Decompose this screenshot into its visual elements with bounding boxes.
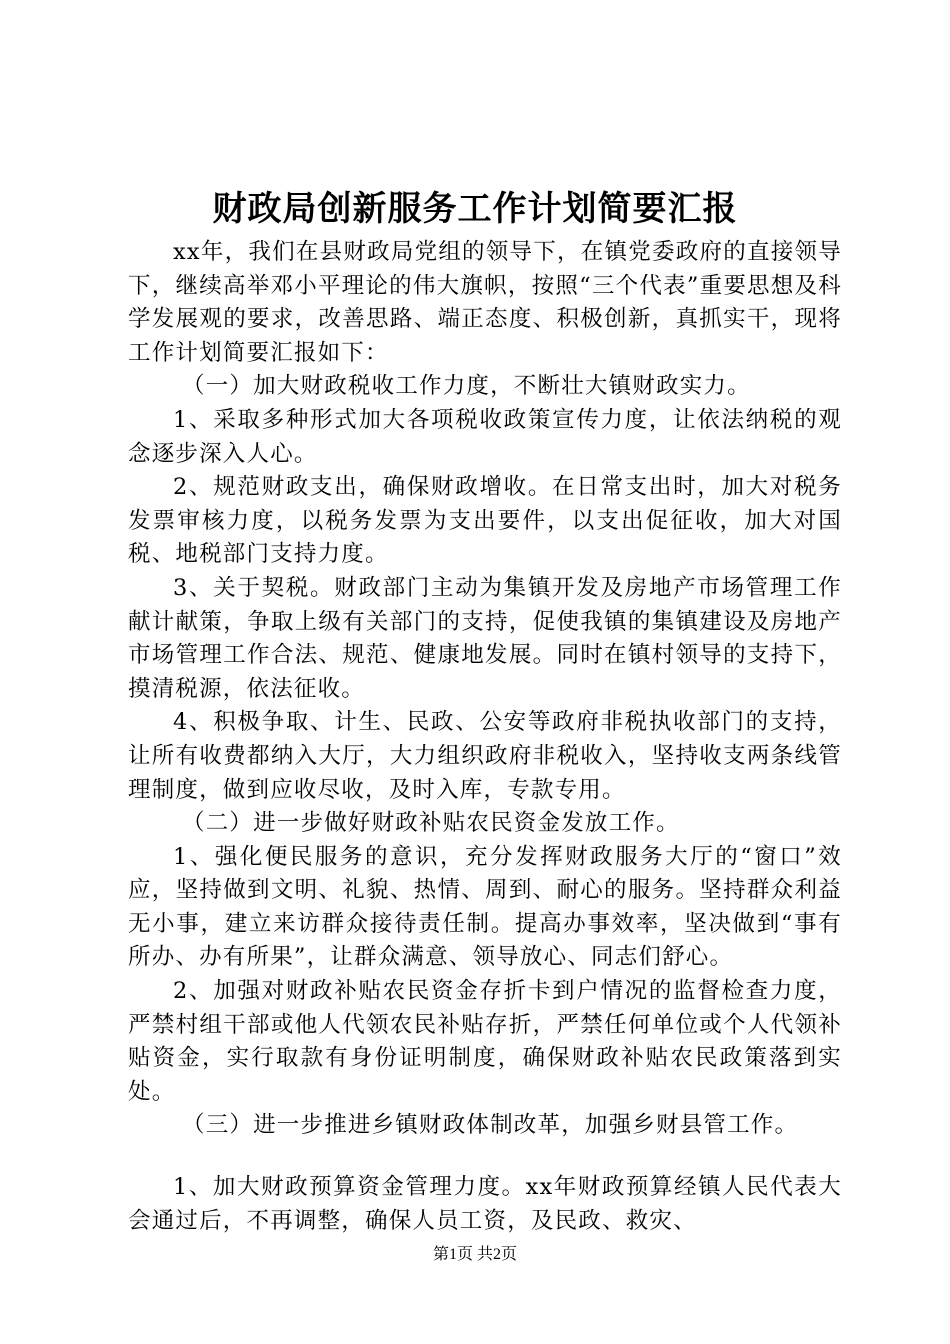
document-title: 财政局创新服务工作计划简要汇报 [212,189,738,229]
section-1-item-3: 3、关于契税。财政部门主动为集镇开发及房地产市场管理工作献计献策，争取上级有关部门的支持，促使我镇的集镇建设及房地产市场管理工作合法、规范、健康地发展。同时在镇村领导的支持下，摸清税源，依法征收。 [128,574,842,702]
section-1-item-2: 2、规范财政支出，确保财政增收。在日常支出时，加大对税务发票审核力度，以税务发票为支出要件，以支出促征收，加大对国税、地税部门支持力度。 [128,474,842,568]
document-body [128,236,842,1238]
section-heading-1: （一）加大财政税收工作力度，不断壮大镇财政实力。 [182,373,751,400]
section-2-item-1: 1、强化便民服务的意识，充分发挥财政服务大厅的“窗口”效应，坚持做到文明、礼貌、热情、周到、耐心的服务。坚持群众利益无小事，建立来访群众接待责任制。提高办事效率，坚决做到“事有所办、办有所果”，让群众满意、领导放心、同志们舒心。 [128,843,842,971]
section-3-item-1: 1、加大财政预算资金管理力度。xx年财政预算经镇人民代表大会通过后，不再调整，确保人员工资，及民政、救灾、 [128,1174,842,1234]
section-1-item-4: 4、积极争取、计生、民政、公安等政府非税执收部门的支持，让所有收费都纳入大厅，大力组织政府非税收入，坚持收支两条线管理制度，做到应收尽收，及时入库，专款专用。 [128,709,842,803]
section-heading-2: （二）进一步做好财政补贴农民资金发放工作。 [182,810,680,837]
section-heading-3: （三）进一步推进乡镇财政体制改革，加强乡财县管工作。 [182,1112,799,1139]
page-footer: 第1页 共2页 [432,1246,517,1263]
section-1-item-1: 1、采取多种形式加大各项税收政策宣传力度，让依法纳税的观念逐步深入人心。 [128,406,842,467]
section-2-item-2: 2、加强对财政补贴农民资金存折卡到户情况的监督检查力度，严禁村组干部或他人代领农民补贴存折，严禁任何单位或个人代领补贴资金，实行取款有身份证明制度，确保财政补贴农民政策落到实处。 [128,978,842,1105]
intro-paragraph: xx年，我们在县财政局党组的领导下，在镇党委政府的直接领导下，继续高举邓小平理论的伟大旗帜，按照“三个代表”重要思想及科学发展观的要求，改善思路、端正态度、积极创新，真抓实干，现将工作计划简要汇报如下： [128,239,842,366]
